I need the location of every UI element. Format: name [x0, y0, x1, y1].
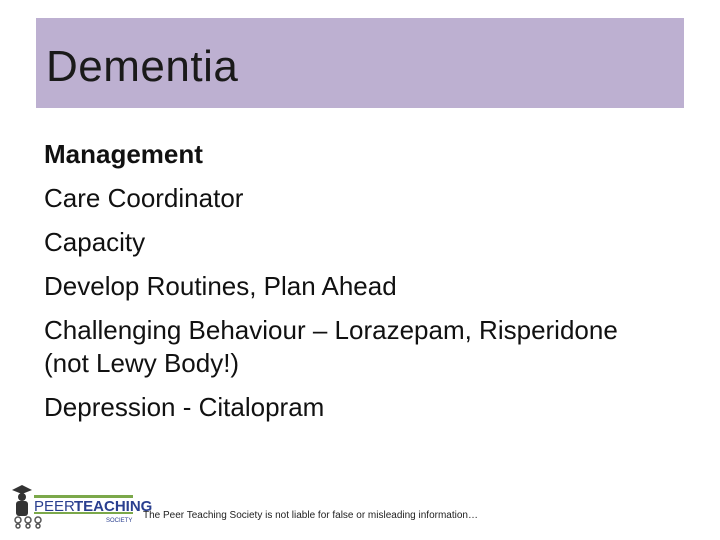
graduate-figure-icon: [12, 485, 32, 516]
bullet-care-coordinator: Care Coordinator: [44, 183, 244, 213]
people-row-icon: [15, 517, 41, 528]
bullet-depression: Depression - Citalopram: [44, 392, 325, 422]
bullet-capacity: Capacity: [44, 227, 146, 257]
peer-teaching-society-logo: [10, 482, 153, 528]
title-bar: [36, 18, 684, 108]
logo-peer-text: PEER: [34, 498, 75, 515]
bullet-challenging-behaviour-line-1: Challenging Behaviour – Lorazepam, Risperidone: [44, 315, 618, 345]
bullet-routines: Develop Routines, Plan Ahead: [44, 271, 397, 301]
disclaimer-text: The Peer Teaching Society is not liable for false or misleading information…: [143, 510, 478, 521]
logo-teaching-text: TEACHING: [74, 498, 153, 515]
logo-society-text: SOCIETY: [106, 518, 133, 524]
slide-title: Dementia: [46, 42, 239, 91]
slide-content: [44, 132, 694, 429]
bullet-challenging-behaviour-line-2: (not Lewy Body!): [44, 348, 240, 378]
bullet-challenging-behaviour: [44, 308, 694, 385]
section-heading: Management: [44, 139, 203, 169]
